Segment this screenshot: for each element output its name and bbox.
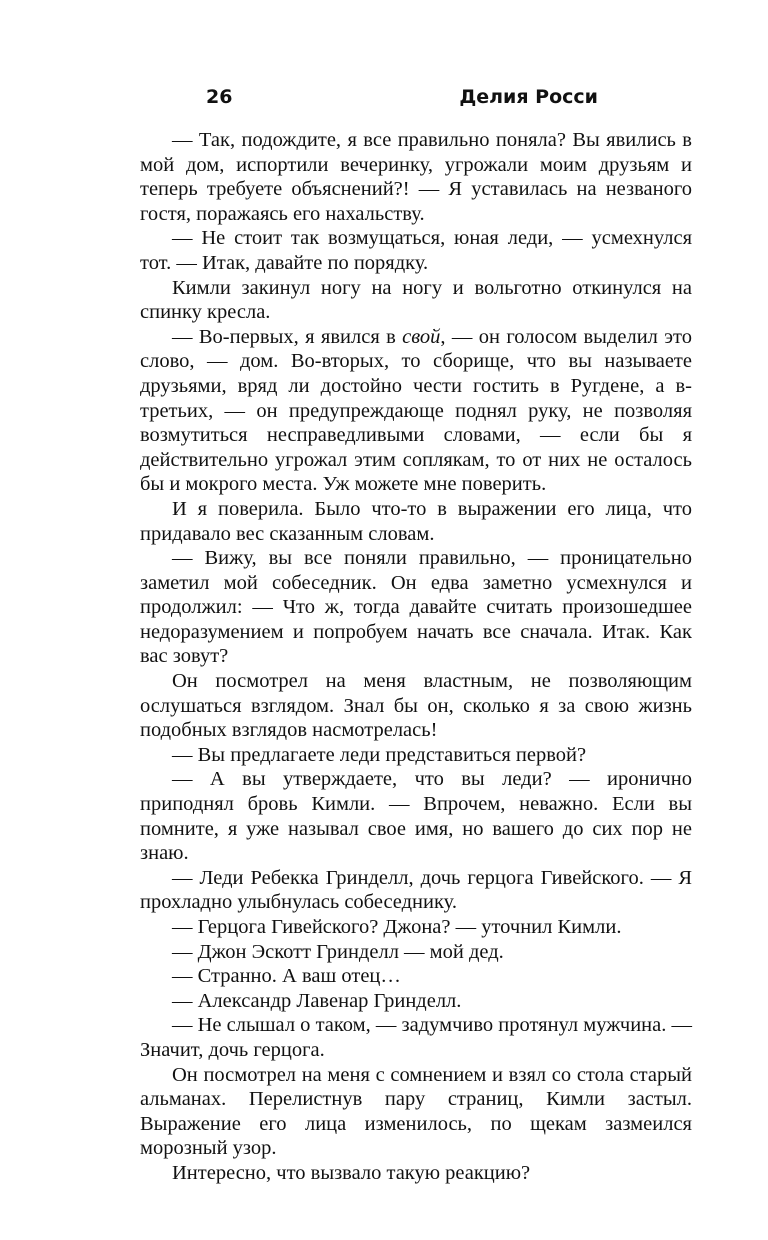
paragraph: — Так, подождите, я все правильно поняла? Вы явились в мой дом, испортили вечеринку, угрожали моим друзьям и теперь требуете объяснений?! — Я уставилась на незваного гостя, поражаясь его нахальству. [140, 129, 692, 225]
page-number: 26 [206, 86, 233, 108]
page-header [206, 86, 598, 112]
paragraph-text: — Во-первых, я явился в [172, 325, 403, 348]
body-text [140, 128, 692, 1186]
paragraph: — Не стоит так возмущаться, юная леди, — усмехнулся тот. — Итак, давайте по порядку. [140, 227, 692, 274]
paragraph: — Александр Лавенар Гринделл. [172, 989, 462, 1012]
paragraph: — Леди Ребекка Гринделл, дочь герцога Гивейского. — Я прохладно улыбнулась собеседнику. [140, 866, 692, 914]
paragraph: — Вижу, вы все поняли правильно, — проницательно заметил мой собеседник. Он едва заметно усмехнулся и продолжил: — Что ж, тогда давайте считать произошедшее недоразумением и попробуем начать все сначала. Итак. Как вас зовут? [140, 547, 692, 668]
paragraph: Кимли закинул ногу на ногу и вольготно откинулся на спинку кресла. [140, 276, 692, 324]
paragraph-text: , — он голосом выделил это слово, — дом. Во-вторых, то сборище, что вы называете друзьями, вряд ли достойно чести гостить в Ругдене, а в-третьих, — он предупреждающе поднял руку, не позволяя возмутиться несправедливыми словами, — если бы я действительно угрожал этим соплякам, то от них не осталось бы и мокрого места. Уж можете мне поверить. [140, 325, 692, 496]
paragraph: Он посмотрел на меня властным, не позволяющим ослушаться взглядом. Знал бы он, сколько я за свою жизнь подобных взглядов насмотрелась! [140, 670, 692, 742]
paragraph: — Странно. А ваш отец… [172, 965, 401, 988]
paragraph: Он посмотрел на меня с сомнением и взял со стола старый альманах. Перелистнув пару страниц, Кимли застыл. Выражение его лица изменилось, по щекам зазмеился морозный узор. [140, 1063, 692, 1160]
paragraph: — Вы предлагаете леди представиться первой? [172, 743, 587, 766]
paragraph: — Герцога Гивейского? Джона? — уточнил Кимли. [172, 916, 622, 938]
paragraph [140, 325, 692, 497]
paragraph: — Не слышал о таком, — задумчиво протянул мужчина. — Значит, дочь герцога. [140, 1014, 692, 1061]
running-title: Делия Росси [459, 86, 598, 108]
paragraph: — А вы утверждаете, что вы леди? — иронично приподнял бровь Кимли. — Впрочем, неважно. Если вы помните, я уже называл свое имя, но вашего до сих пор не знаю. [140, 768, 692, 865]
emphasized-word: свой [402, 325, 441, 348]
paragraph: И я поверила. Было что-то в выражении его лица, что придавало вес сказанным словам. [140, 497, 692, 545]
paragraph: — Джон Эскотт Гринделл — мой дед. [172, 940, 504, 963]
paragraph: Интересно, что вызвало такую реакцию? [172, 1161, 531, 1184]
